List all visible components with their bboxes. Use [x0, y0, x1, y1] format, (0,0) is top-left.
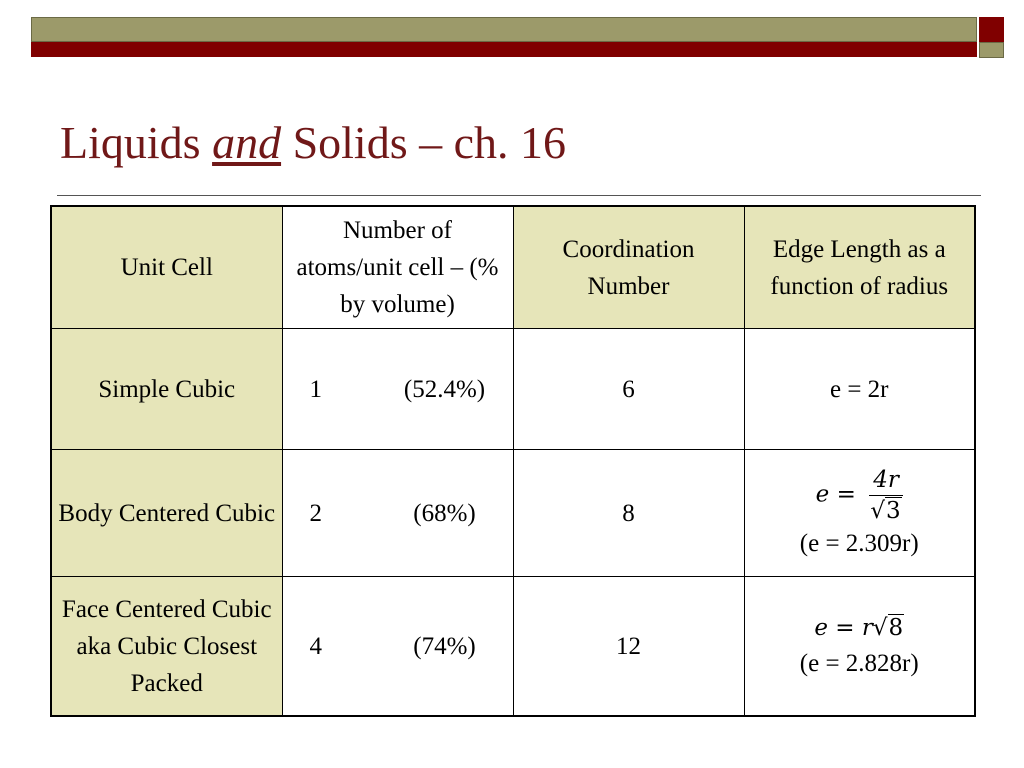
fraction-numerator: 4r	[869, 465, 903, 496]
edge-formula	[751, 610, 969, 646]
header-coordination-number: Coordination Number	[513, 206, 744, 329]
header-atoms-per-cell: Number of atoms/unit cell – (% by volume)	[282, 206, 513, 329]
title-divider	[57, 195, 981, 196]
fraction-denominator	[870, 496, 901, 526]
cell-edge-length	[744, 577, 975, 717]
sqrt-symbol: √	[872, 615, 888, 641]
corner-square-olive	[979, 42, 1004, 58]
cell-unit-cell: Face Centered Cubic aka Cubic Closest Packed	[51, 577, 282, 717]
volume-percent: (52.4%)	[403, 375, 486, 403]
sqrt-argument: 3	[886, 497, 901, 524]
cell-unit-cell: Simple Cubic	[51, 329, 282, 450]
cell-atoms	[282, 450, 513, 577]
header-unit-cell: Unit Cell	[51, 206, 282, 329]
corner-square-maroon	[979, 17, 1004, 42]
edge-formula	[751, 465, 969, 526]
title-part2: Solids – ch. 16	[281, 117, 567, 168]
cell-atoms	[282, 329, 513, 450]
cell-unit-cell: Body Centered Cubic	[51, 450, 282, 577]
sqrt-argument: 8	[888, 615, 904, 641]
slide-title	[60, 118, 566, 169]
table-row	[51, 450, 975, 577]
cell-atoms	[282, 577, 513, 717]
table-header-row	[51, 206, 975, 329]
edge-approx: (e = 2.828r)	[799, 650, 919, 677]
edge-approx: (e = 2.309r)	[799, 529, 919, 557]
unit-cell-table	[50, 205, 976, 717]
cell-coordination: 12	[513, 577, 744, 717]
header-edge-length: Edge Length as a function of radius	[744, 206, 975, 329]
table-row	[51, 329, 975, 450]
atoms-count: 1	[309, 375, 322, 403]
cell-edge-length	[744, 450, 975, 577]
atoms-count: 4	[309, 632, 322, 660]
title-part1: Liquids	[60, 117, 213, 168]
table-row	[51, 577, 975, 717]
atoms-count: 2	[309, 499, 322, 527]
volume-percent: (74%)	[413, 632, 476, 660]
cell-coordination: 6	[513, 329, 744, 450]
sqrt-symbol: √	[870, 497, 886, 524]
formula-lhs: e = r	[814, 615, 873, 641]
formula-fraction	[869, 465, 903, 526]
volume-percent: (68%)	[413, 499, 476, 527]
title-emphasis: and	[212, 117, 282, 168]
cell-edge-length: e = 2r	[744, 329, 975, 450]
cell-coordination: 8	[513, 450, 744, 577]
top-decor-bar-olive	[31, 17, 977, 42]
formula-lhs: e =	[815, 481, 856, 507]
top-decor-bar-maroon	[31, 42, 977, 57]
